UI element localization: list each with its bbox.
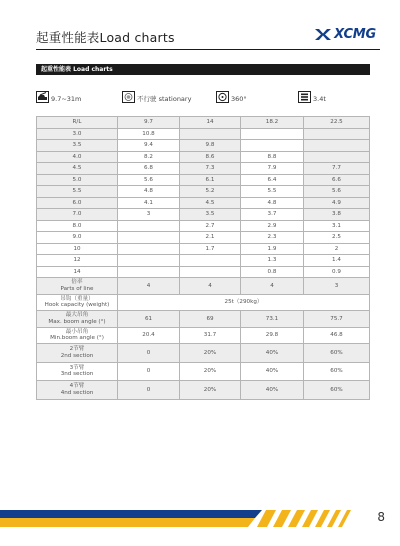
spec-boom-length-text: 9.7~31m (51, 95, 82, 103)
hook-capacity-label (37, 294, 118, 311)
max-boom-angle-cell: 61 (118, 311, 180, 328)
load-cell (180, 266, 241, 278)
footer-stripe (257, 510, 276, 527)
load-cell: 8.8 (241, 151, 304, 163)
section-cell: 0 (118, 362, 180, 381)
min-boom-angle-cell: 20.4 (118, 327, 180, 344)
section-row (37, 381, 370, 400)
max-boom-angle-label-en: Max. boom angle (°) (48, 318, 106, 325)
load-cell: 0.8 (241, 266, 304, 278)
load-cell: 5.6 (304, 186, 370, 198)
section-title: 起重性能表 Load charts (41, 66, 113, 73)
parts-of-line-label (37, 278, 118, 295)
footer-stripe (288, 510, 305, 527)
radius-cell: 7.0 (37, 209, 118, 221)
header-cell-boom-4: 22.5 (304, 117, 370, 129)
radius-cell: 4.0 (37, 151, 118, 163)
load-cell: 4.5 (180, 197, 241, 209)
load-cell: 3.1 (304, 220, 370, 232)
hook-capacity-label-cn: 吊钩（重量） (60, 295, 94, 302)
table-row (37, 232, 370, 244)
table-row (37, 151, 370, 163)
section-cell: 40% (241, 362, 304, 381)
table-row (37, 255, 370, 267)
spec-counterweight (298, 91, 326, 103)
footer-yellow-band-taper (210, 518, 255, 527)
load-cell: 7.7 (304, 163, 370, 175)
footer-stripe (273, 510, 291, 527)
section-label-cn: 3节臂 (69, 364, 85, 371)
radius-cell: 14 (37, 266, 118, 278)
radius-cell: 5.5 (37, 186, 118, 198)
boom-icon (36, 91, 49, 103)
parts-of-line-row (37, 278, 370, 295)
radius-cell: 5.0 (37, 174, 118, 186)
load-cell: 2.5 (304, 232, 370, 244)
header-cell-boom-2: 14 (180, 117, 241, 129)
table-row (37, 243, 370, 255)
spec-counterweight-text: 3.4t (313, 95, 326, 103)
table-row (37, 140, 370, 152)
load-cell (241, 140, 304, 152)
table-row (37, 128, 370, 140)
footer-stripes (0, 510, 400, 527)
max-boom-angle-label (37, 311, 118, 328)
spec-rotation-text: 360° (231, 95, 247, 103)
parts-of-line-label-en: Parts of line (60, 285, 94, 292)
footer-blue-band-taper (210, 510, 262, 518)
min-boom-angle-label-cn: 最小吊角 (65, 328, 89, 335)
footer-stripe (327, 510, 341, 527)
radius-cell: 6.0 (37, 197, 118, 209)
section-cell: 40% (241, 381, 304, 400)
min-boom-angle-row (37, 327, 370, 344)
section-label-en: 4nd section (60, 389, 94, 396)
load-cell: 7.3 (180, 163, 241, 175)
radius-cell: 12 (37, 255, 118, 267)
load-cell: 4.1 (118, 197, 180, 209)
header-cell-boom-1: 9.7 (118, 117, 180, 129)
table-row (37, 163, 370, 175)
max-boom-angle-cell: 75.7 (304, 311, 370, 328)
load-cell: 8.2 (118, 151, 180, 163)
load-cell: 10.8 (118, 128, 180, 140)
parts-of-line-cell: 4 (180, 278, 241, 295)
hook-capacity-label-en: Hook capacity (weight) (44, 302, 110, 309)
load-cell: 2.7 (180, 220, 241, 232)
hook-capacity-row (37, 294, 370, 311)
load-cell: 1.9 (241, 243, 304, 255)
section-row (37, 362, 370, 381)
section-cell: 0 (118, 381, 180, 400)
load-cell: 2.1 (180, 232, 241, 244)
load-cell: 2.3 (241, 232, 304, 244)
load-cell: 5.2 (180, 186, 241, 198)
table-row (37, 186, 370, 198)
min-boom-angle-label-en: Min.boom angle (°) (50, 335, 104, 342)
page-number: 8 (377, 510, 385, 524)
min-boom-angle-label (37, 327, 118, 344)
load-chart-table (36, 116, 370, 400)
footer-stripe (315, 510, 330, 527)
spec-boom-length (36, 91, 81, 103)
load-cell: 3.5 (180, 209, 241, 221)
max-boom-angle-label-cn: 最大吊角 (65, 312, 89, 319)
max-boom-angle-row (37, 311, 370, 328)
radius-cell: 9.0 (37, 232, 118, 244)
load-cell: 3.8 (304, 209, 370, 221)
table-row (37, 209, 370, 221)
load-cell (180, 255, 241, 267)
outrigger-icon (122, 91, 135, 103)
load-cell: 5.5 (241, 186, 304, 198)
load-cell: 4.8 (118, 186, 180, 198)
table-header-row (37, 117, 370, 129)
load-cell (118, 266, 180, 278)
load-cell (180, 128, 241, 140)
table-row (37, 174, 370, 186)
footer-yellow-band (0, 518, 210, 527)
load-cell: 1.7 (180, 243, 241, 255)
counterweight-icon (298, 91, 311, 103)
load-cell: 1.3 (241, 255, 304, 267)
xcmg-logo (315, 27, 376, 42)
spec-rotation (216, 91, 247, 103)
load-cell (241, 128, 304, 140)
section-label-en: 2nd section (60, 352, 94, 359)
load-cell: 4.9 (304, 197, 370, 209)
section-label (37, 344, 118, 363)
load-cell (304, 128, 370, 140)
spec-outrigger (122, 91, 191, 103)
section-label-cn: 2节臂 (69, 346, 85, 353)
load-cell (118, 232, 180, 244)
load-cell: 4.8 (241, 197, 304, 209)
radius-cell: 4.5 (37, 163, 118, 175)
radius-cell: 3.5 (37, 140, 118, 152)
spec-row (36, 91, 370, 107)
load-cell: 6.4 (241, 174, 304, 186)
section-cell: 60% (304, 344, 370, 363)
load-cell: 9.4 (118, 140, 180, 152)
load-cell: 2 (304, 243, 370, 255)
load-cell: 8.6 (180, 151, 241, 163)
load-cell: 9.8 (180, 140, 241, 152)
parts-of-line-label-cn: 倍率 (71, 279, 83, 286)
rotation-icon (216, 91, 229, 103)
xcmg-emblem-icon (315, 29, 331, 40)
load-cell (118, 220, 180, 232)
parts-of-line-cell: 4 (241, 278, 304, 295)
header-cell-radius: R/L (37, 117, 118, 129)
footer-stripe (302, 510, 318, 527)
parts-of-line-cell: 3 (304, 278, 370, 295)
section-label-cn: 4节臂 (69, 383, 85, 390)
section-cell: 0 (118, 344, 180, 363)
load-cell: 0.9 (304, 266, 370, 278)
load-cell (118, 243, 180, 255)
header-divider (36, 49, 380, 50)
section-cell: 20% (180, 381, 241, 400)
spec-outrigger-text: 不行驶 stationary (137, 95, 192, 103)
logo-text: XCMG (334, 27, 376, 42)
footer-stripe (338, 510, 351, 527)
section-cell: 60% (304, 381, 370, 400)
load-cell (304, 151, 370, 163)
section-label (37, 362, 118, 381)
section-title-bar (36, 64, 370, 75)
max-boom-angle-cell: 69 (180, 311, 241, 328)
min-boom-angle-cell: 29.8 (241, 327, 304, 344)
section-label (37, 381, 118, 400)
hook-capacity-value: 25t（290kg） (118, 294, 370, 311)
footer-blue-band-top (0, 510, 210, 518)
load-cell: 3.7 (241, 209, 304, 221)
load-cell: 7.9 (241, 163, 304, 175)
load-cell (304, 140, 370, 152)
load-cell (118, 255, 180, 267)
table-row (37, 197, 370, 209)
load-cell: 6.8 (118, 163, 180, 175)
page-title: 起重性能表Load charts (36, 30, 175, 45)
table-row (37, 220, 370, 232)
table-row (37, 266, 370, 278)
section-label-en: 3nd section (60, 371, 94, 378)
load-cell: 5.6 (118, 174, 180, 186)
section-cell: 20% (180, 362, 241, 381)
section-cell: 60% (304, 362, 370, 381)
min-boom-angle-cell: 31.7 (180, 327, 241, 344)
load-cell: 6.1 (180, 174, 241, 186)
section-row (37, 344, 370, 363)
radius-cell: 3.0 (37, 128, 118, 140)
section-cell: 40% (241, 344, 304, 363)
min-boom-angle-cell: 46.8 (304, 327, 370, 344)
max-boom-angle-cell: 73.1 (241, 311, 304, 328)
load-cell: 3 (118, 209, 180, 221)
load-cell: 6.6 (304, 174, 370, 186)
section-cell: 20% (180, 344, 241, 363)
parts-of-line-cell: 4 (118, 278, 180, 295)
load-cell: 1.4 (304, 255, 370, 267)
load-cell: 2.9 (241, 220, 304, 232)
radius-cell: 10 (37, 243, 118, 255)
radius-cell: 8.0 (37, 220, 118, 232)
header-cell-boom-3: 18.2 (241, 117, 304, 129)
